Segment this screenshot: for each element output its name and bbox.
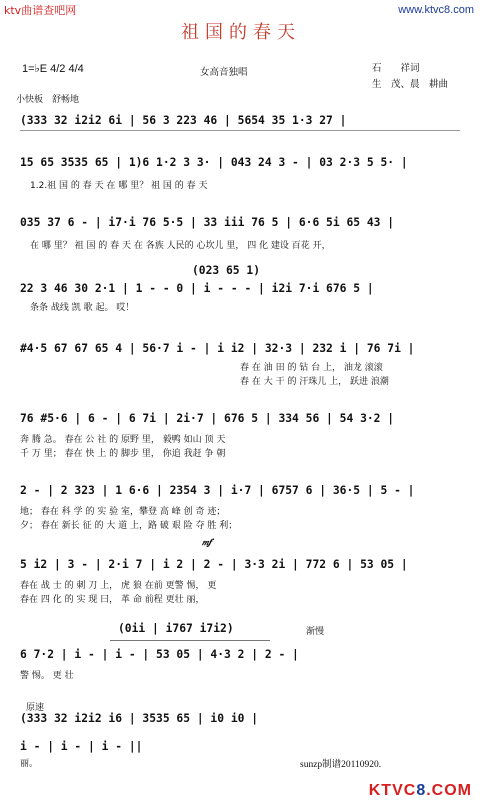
- score-interlude: (023 65 1): [192, 264, 261, 277]
- lyrics-line-8b: 春在 四 化 的 实 现 曰， 革 命 前程 更壮 丽，: [20, 595, 205, 605]
- score-line-10: 6 7·2 | i - | i - | 53 05 | 4·3 2 | 2 - |: [20, 648, 299, 661]
- score-line-11: (333 32 i2i2 i6 | 3535 65 | i0 i0 |: [20, 712, 259, 725]
- lyrics-line-6a: 奔 腾 急。 春在 公 社 的 原野 里， 毅鸭 如山 顶 天: [20, 435, 226, 445]
- score-line-7: 2 - | 2 323 | 1 6·6 | 2354 3 | i·7 | 6757 6 | 36·5 | 5 - |: [20, 484, 415, 497]
- site-watermark: ktv曲谱查吧网: [4, 4, 77, 17]
- transcriber-credit: sunzp制谱20110920.: [300, 760, 382, 770]
- lyrics-line-12: 丽。: [20, 759, 39, 769]
- score-line-5: #4·5 67 67 65 4 | 56·7 i - | i i2 | 32·3 | 232 i | 76 7i |: [20, 342, 415, 355]
- bottom-logo-watermark: [369, 782, 472, 800]
- score-line-12: i - | i - | i - ||: [20, 740, 143, 753]
- lyrics-line-10: 警 惕。 更 壮: [20, 671, 74, 681]
- logo-part-a: KTVC: [368, 782, 417, 799]
- key-signature: 1=♭E 4/2 4/4: [22, 63, 84, 75]
- site-url-watermark: www.ktvc8.com: [398, 4, 474, 16]
- phrase-line: [110, 640, 270, 641]
- a-tempo-mark: 原速: [26, 703, 45, 713]
- logo-part-c: .COM: [426, 782, 472, 799]
- lyrics-line-7b: 夕； 春在 新长 征 的 大 道 上，路 破 艰 险 夺 胜 利；: [20, 521, 238, 531]
- performer-label: 女高音独唱: [200, 67, 248, 78]
- ritardando-mark: 渐慢: [306, 627, 325, 637]
- lyrics-line-6b: 千 万 里； 春在 快 上 的 脚步 里， 你追 我赶 争 朝: [20, 449, 226, 459]
- lyricist-credit: 石 祥词: [372, 63, 420, 74]
- song-title: 祖国的春天: [181, 22, 301, 43]
- composer-credit: 生 茂、晨 耕曲: [372, 79, 449, 90]
- tempo-marking: 小快板 舒畅地: [16, 95, 80, 105]
- lyrics-line-5b: 春 在 大 干 的 汗珠儿 上， 跃进 浪潮: [240, 377, 389, 387]
- lyrics-line-2: 1.2.祖 国 的 春 天 在 哪 里？ 祖 国 的 春 天: [30, 181, 208, 191]
- score-line-2: 15 65 3535 65 | 1)6 1·2 3 3· | 043 24 3 - | 03 2·3 5 5· |: [20, 156, 408, 169]
- score-line-8: 5 i2 | 3 - | 2·i 7 | i 2 | 2 - | 3·3 2i | 772 6 | 53 05 |: [20, 558, 408, 571]
- score-line-6: 76 #5·6 | 6 - | 6 7i | 2i·7 | 676 5 | 334 56 | 54 3·2 |: [20, 412, 395, 425]
- score-line-3: 035 37 6 - | i7·i 76 5·5 | 33 iii 76 5 | 6·6 5i 65 43 |: [20, 216, 395, 229]
- logo-part-b: 8: [416, 782, 427, 799]
- score-line-9: (0ii | i767 i7i2): [118, 622, 234, 635]
- lyrics-line-7a: 地； 春在 科 学 的 实 验 室，攀登 高 峰 创 奇 迹；: [20, 507, 226, 517]
- dynamics-mark: 𝆐𝆑: [202, 538, 212, 548]
- underline-beam: [20, 130, 460, 131]
- lyrics-line-8a: 春在 战 士 的 刺 刀 上， 虎 狼 在前 更警 惕， 更: [20, 581, 217, 591]
- score-line-4: 22 3 46 30 2·1 | 1 - - 0 | i - - - | i2i 7·i 676 5 |: [20, 282, 374, 295]
- score-line-1: (333 32 i2i2 6i | 56 3 223 46 | 5654 35 1·3 27 |: [20, 114, 347, 127]
- lyrics-line-5a: 春 在 油 田 的 钻 台 上， 油龙 滚滚: [240, 363, 383, 373]
- lyrics-line-3: 在 哪 里？ 祖 国 的 春 天 在 各族 人民的 心坎儿 里， 四 化 建设 百花 开，: [30, 241, 331, 251]
- lyrics-line-4: 条条 战线 凯 歌 起。 哎！: [30, 303, 135, 313]
